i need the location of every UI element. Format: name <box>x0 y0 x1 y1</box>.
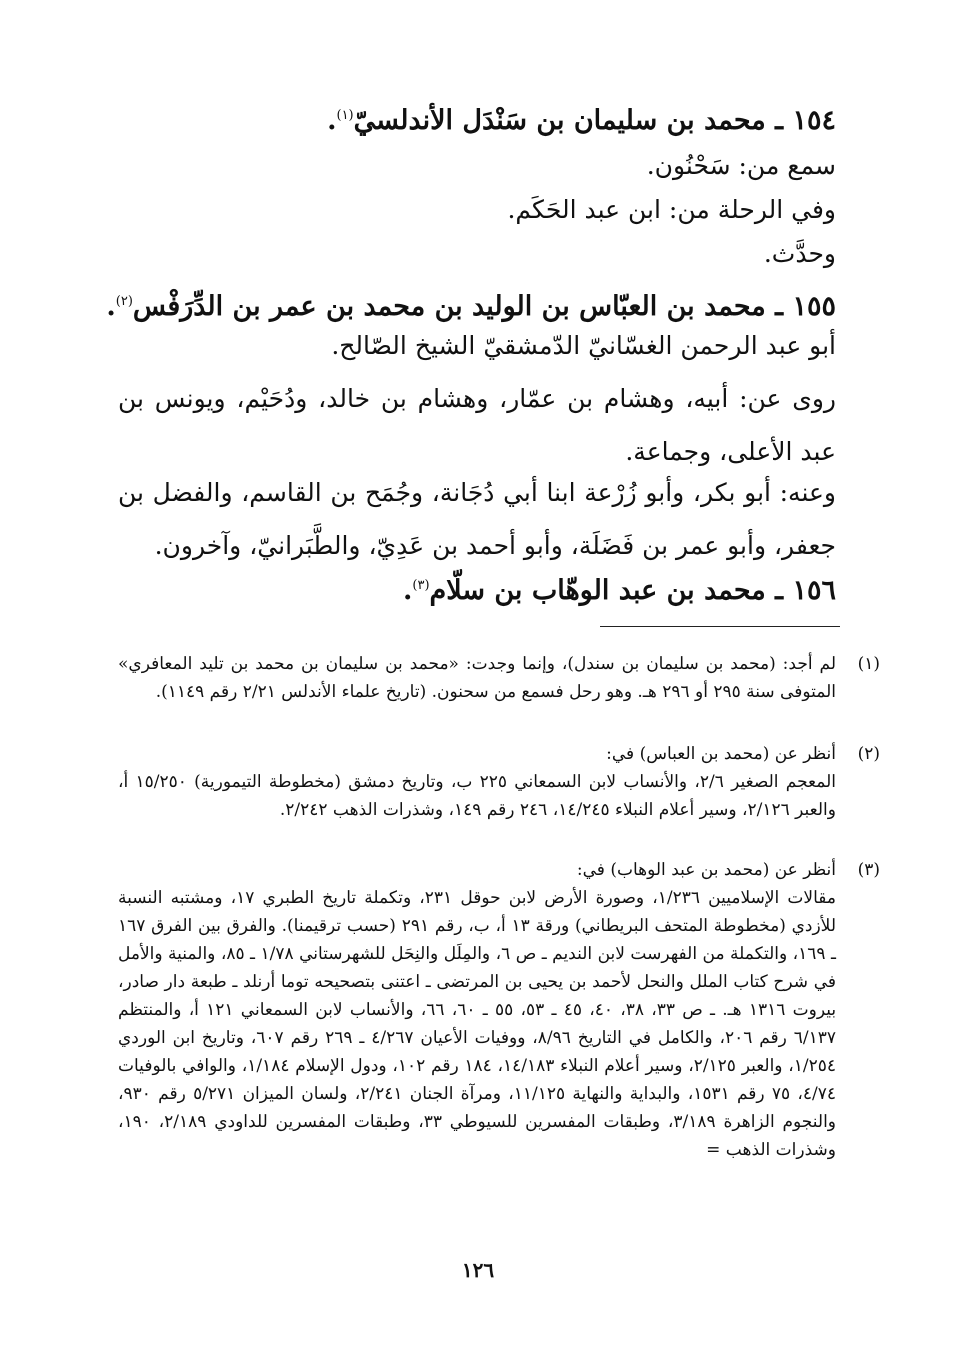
footnote-3-intro: أنظر عن (محمد بن عبد الوهاب) في: <box>576 860 836 880</box>
title-period: . <box>106 291 116 322</box>
entry-155-title <box>106 282 836 327</box>
footnote-1-number: (١) <box>857 654 880 674</box>
footnote-2 <box>118 740 880 824</box>
footnote-ref-1: (١) <box>336 108 354 123</box>
footnote-2-intro: أنظر عن (محمد بن العباس) في: <box>606 744 836 764</box>
footnote-ref-2: (٢) <box>115 294 133 309</box>
entry-154-title <box>110 96 836 141</box>
entry-155-kunya: أبو عبد الرحمن الغسّانيّ الدّمشقيّ الشيخ الصّالح. <box>331 331 836 360</box>
entry-155-rawa: روى عن: أبيه، وهشام بن عمّار، وهشام بن خالد، ودُحَيْم، ويونس بن عبد الأعلى، وجماعة. <box>118 384 836 466</box>
entry-156-title <box>110 566 836 611</box>
entry-154-line-3: وحدَّث. <box>763 239 836 268</box>
entry-154-title-text: ١٥٤ ـ محمد بن سليمان بن سَنْدَل الأندلسيّ <box>353 105 836 136</box>
entry-154-line-2: وفي الرحلة من: ابن عبد الحَكَم. <box>507 195 836 224</box>
title-period: . <box>327 105 337 136</box>
page-number: ١٢٦ <box>461 1258 495 1282</box>
entry-156-title-text: ١٥٦ ـ محمد بن عبد الوهّاب بن سلّام <box>429 575 836 606</box>
entry-155-anhu: وعنه: أبو بكر، وأبو زُرْعة ابنا أبي دُجَانة، وجُمَح بن القاسم، والفضل بن جعفر، وأبو عمر بن فَضَلَة، وأبو أحمد بن عَدِيّ، والطَّبَرانيّ، وآخرون. <box>118 478 836 560</box>
entry-155-title-text: ١٥٥ ـ محمد بن العبّاس بن الوليد بن محمد بن عمر بن الدِّرَفْس <box>132 291 836 322</box>
title-period: . <box>402 575 413 606</box>
footnote-3-number: (٣) <box>857 860 880 880</box>
footnote-3-text: مقالات الإسلاميين ١/٢٣٦، وصورة الأرض لابن حوقل ٢٣١، وتكملة تاريخ الطبري ١٧، ومشتبه النسبة للأزدي (مخطوطة المتحف البريطاني) ورقة ١٣ أ، ب، رقم ٢٩١ (حسب ترقيمنا). والفرق بين الفرق ١٦٧ ـ ١٦٩، والتكملة من الفهرست لابن النديم ـ ص ٦، والمِلَل والنِحَل للشهرستاني ١/٧٨ ـ ٨٥، والمنية والأمل في شرح كتاب الملل والنحل لأحمد بن يحيى بن المرتضى ـ اعتنى بتصحيحه توما أرنلد ـ طبعة دار صادر، بيروت ١٣١٦ هـ. ـ ص ٣٣، ٣٨، ٤٠، ٤٥ ـ ٥٣، ٥٥ ـ ٦٠، ٦٦، والأنساب لابن السمعاني ١٢١ أ، والمنتظم ٦/١٣٧ رقم ٢٠٦، والكامل في التاريخ ٨/٩٦، ووفيات الأعيان ٤/٢٦٧ ـ ٢٦٩ رقم ٦٠٧، وتاريخ ابن الوردي ١/٢٥٤، والعبر ٢/١٢٥، وسير أعلام النبلاء ١٤/١٨٣، ١٨٤ رقم ١٠٢، ودول الإسلام ١/١٨٤، والوافي بالوفيات ٤/٧٤، ٧٥ رقم ١٥٣١، والبداية والنهاية ١١/١٢٥، ومرآة الجنان ٢/٢٤١، ولسان الميزان ٥/٢٧١ رقم ٩٣٠، والنجوم الزاهرة ٣/١٨٩، وطبقات المفسرين للسيوطي ٣٣، وطبقات المفسرين للداودي ٢/١٨٩، ١٩٠، وشذرات الذهب = <box>118 888 837 1160</box>
entry-154-line-1: سمع من: سَحْنُون. <box>646 151 836 180</box>
footnote-1 <box>118 650 880 706</box>
footnote-separator <box>600 626 840 627</box>
footnote-ref-3: (٣) <box>412 578 430 593</box>
footnote-3 <box>118 856 880 1164</box>
footnote-2-text: المعجم الصغير ٢/٦، والأنساب لابن السمعاني ٢٢٥ ب، وتاريخ دمشق (مخطوطة التيمورية) ١٥/٢٥٠ أ، والعبر ٢/١٢٦، وسير أعلام النبلاء ١٤/٢٤٥، ٢٤٦ رقم ١٤٩، وشذرات الذهب ٢/٢٤٢. <box>118 772 836 820</box>
footnote-2-number: (٢) <box>857 744 880 764</box>
footnote-1-text: لم أجد: (محمد بن سليمان بن سندل)، وإنما وجدت: «محمد بن سليمان بن محمد بن تليد المعافري» المتوفى سنة ٢٩٥ أو ٢٩٦ هـ. وهو رحل فسمع من سحنون. (تاريخ علماء الأندلس ٢/٢١ رقم ١١٤٩). <box>118 654 836 702</box>
